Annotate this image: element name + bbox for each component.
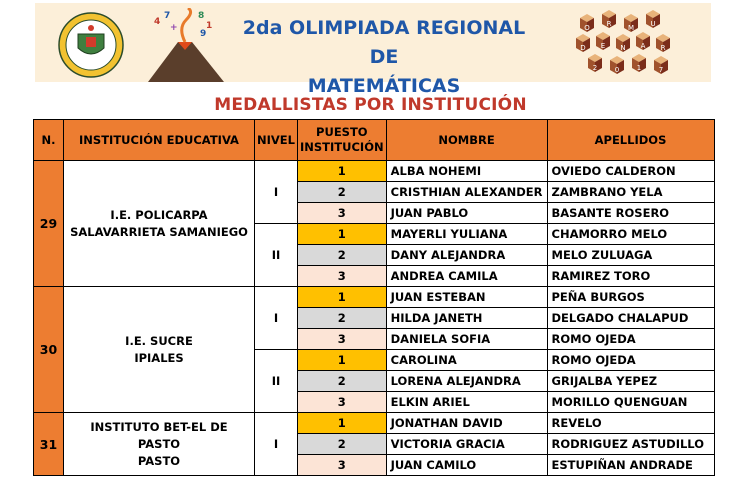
student-name: JONATHAN DAVID — [386, 413, 547, 434]
position-cell: 1 — [298, 224, 387, 245]
institution-number: 31 — [34, 413, 64, 476]
position-cell: 1 — [298, 161, 387, 182]
student-name: CRISTHIAN ALEXANDER — [386, 182, 547, 203]
logo-letter: R — [660, 44, 666, 52]
student-surnames: ROMO OJEDA — [547, 329, 714, 350]
position-cell: 3 — [298, 392, 387, 413]
student-surnames: ZAMBRANO YELA — [547, 182, 714, 203]
position-cell: 3 — [298, 203, 387, 224]
table-row — [34, 161, 715, 182]
institution-name — [64, 413, 255, 476]
svg-text:4: 4 — [154, 17, 161, 27]
svg-text:7: 7 — [164, 11, 171, 21]
volcano-numbers-icon — [140, 8, 230, 82]
table-header-row — [34, 120, 715, 161]
institution-name-line1: INSTITUTO BET-EL DE PASTO — [90, 419, 228, 451]
logo-letter: U — [650, 20, 656, 28]
column-header-position-line2: INSTITUCIÓN — [300, 140, 384, 154]
student-surnames: CHAMORRO MELO — [547, 224, 714, 245]
event-title — [236, 14, 532, 101]
position-cell: 2 — [298, 371, 387, 392]
institution-name-line1: I.E. SUCRE — [125, 333, 193, 348]
ormudenar-cube-logo — [572, 8, 672, 82]
position-cell: 3 — [298, 266, 387, 287]
position-cell: 1 — [298, 413, 387, 434]
position-cell: 2 — [298, 245, 387, 266]
student-surnames: RAMIREZ TORO — [547, 266, 714, 287]
student-name: JUAN PABLO — [386, 203, 547, 224]
logo-letter: N — [620, 44, 626, 52]
institution-name-line1: I.E. POLICARPA — [110, 207, 208, 222]
table-row — [34, 413, 715, 434]
student-surnames: BASANTE ROSERO — [547, 203, 714, 224]
column-header-surnames: APELLIDOS — [547, 120, 714, 161]
svg-text:1: 1 — [206, 21, 213, 31]
institution-name — [64, 161, 255, 287]
logo-letter: O — [584, 24, 590, 32]
student-name: ALBA NOHEMI — [386, 161, 547, 182]
table-row — [34, 287, 715, 308]
student-name: HILDA JANETH — [386, 308, 547, 329]
institution-number: 29 — [34, 161, 64, 287]
logo-letter: M — [627, 24, 635, 32]
column-header-position — [298, 120, 387, 161]
institution-name-line2: PASTO — [137, 453, 181, 468]
column-header-name: NOMBRE — [386, 120, 547, 161]
column-header-position-line1: PUESTO — [316, 125, 368, 139]
student-surnames: GRIJALBA YEPEZ — [547, 371, 714, 392]
student-surnames: REVELO — [547, 413, 714, 434]
student-name: ANDREA CAMILA — [386, 266, 547, 287]
position-cell: 3 — [298, 329, 387, 350]
medalists-table — [33, 119, 715, 476]
position-cell: 1 — [298, 350, 387, 371]
student-name: LORENA ALEJANDRA — [386, 371, 547, 392]
position-cell: 2 — [298, 182, 387, 203]
event-title-line2: MATEMÁTICAS — [307, 75, 461, 97]
student-surnames: DELGADO CHALAPUD — [547, 308, 714, 329]
column-header-number: N. — [34, 120, 64, 161]
student-surnames: RODRIGUEZ ASTUDILLO — [547, 434, 714, 455]
student-surnames: OVIEDO CALDERON — [547, 161, 714, 182]
position-cell: 2 — [298, 308, 387, 329]
svg-text:+: + — [170, 23, 178, 33]
logo-letter: E — [600, 42, 606, 50]
logo-letter: 7 — [658, 66, 664, 74]
level-cell: II — [255, 350, 298, 413]
event-title-line1: 2da OLIMPIADA REGIONAL DE — [242, 17, 526, 68]
logo-letter: 1 — [636, 64, 642, 72]
position-cell: 2 — [298, 434, 387, 455]
student-name: MAYERLI YULIANA — [386, 224, 547, 245]
student-surnames: PEÑA BURGOS — [547, 287, 714, 308]
student-name: DANIELA SOFIA — [386, 329, 547, 350]
logo-letter: R — [606, 20, 612, 28]
level-cell: I — [255, 413, 298, 476]
student-surnames: ESTUPIÑAN ANDRADE — [547, 455, 714, 476]
school-seal-logo — [58, 12, 124, 78]
logo-letter: 0 — [614, 66, 620, 74]
student-name: JUAN CAMILO — [386, 455, 547, 476]
position-cell: 1 — [298, 287, 387, 308]
institution-number: 30 — [34, 287, 64, 413]
position-cell: 3 — [298, 455, 387, 476]
student-name: DANY ALEJANDRA — [386, 245, 547, 266]
student-surnames: MELO ZULUAGA — [547, 245, 714, 266]
logo-letter: A — [640, 42, 646, 50]
student-surnames: ROMO OJEDA — [547, 350, 714, 371]
level-cell: I — [255, 161, 298, 224]
level-cell: II — [255, 224, 298, 287]
student-name: ELKIN ARIEL — [386, 392, 547, 413]
institution-name-line2: IPIALES — [134, 350, 184, 365]
level-cell: I — [255, 287, 298, 350]
svg-text:8: 8 — [198, 11, 205, 21]
column-header-level: NIVEL — [255, 120, 298, 161]
svg-text:9: 9 — [200, 29, 207, 39]
logo-letter: D — [580, 44, 586, 52]
logo-letter: 2 — [592, 64, 598, 72]
institution-name — [64, 287, 255, 413]
student-name: JUAN ESTEBAN — [386, 287, 547, 308]
document-title: MEDALLISTAS POR INSTITUCIÓN — [214, 95, 527, 115]
student-name: CAROLINA — [386, 350, 547, 371]
student-surnames: MORILLO QUENGUAN — [547, 392, 714, 413]
institution-name-line2: SALAVARRIETA SAMANIEGO — [70, 224, 248, 239]
student-name: VICTORIA GRACIA — [386, 434, 547, 455]
column-header-institution: INSTITUCIÓN EDUCATIVA — [64, 120, 255, 161]
